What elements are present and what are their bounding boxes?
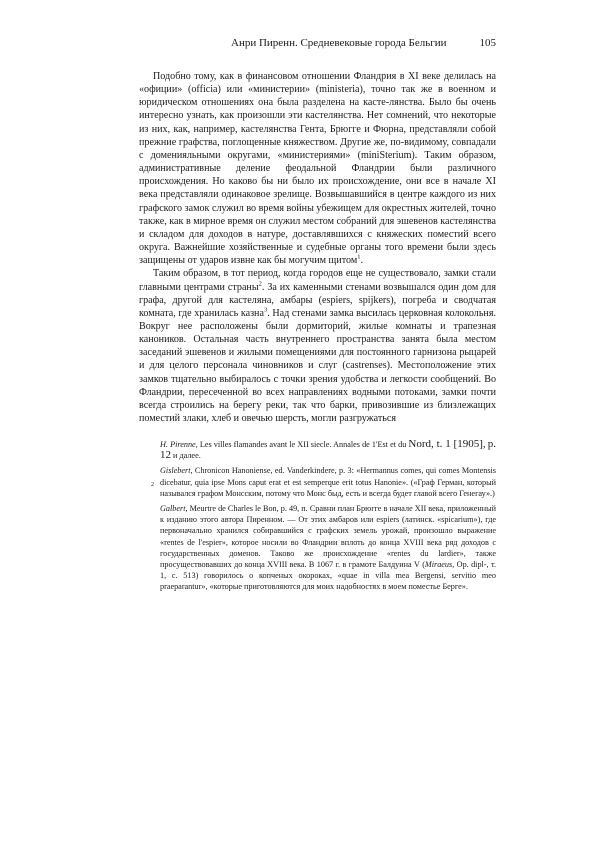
footnote-3-text: , Meurtre de Charles le Bon, p. 49, п. Сравни план Брюгге в начале XII века, приложенный к изданию этого автора Пиренном. — От этих амбаров или espiers (латинск. «spicarium»), где первоначально хранился собиравшийся с графских земель урожай, произошло выражение «rentes de l'espier», которое носили во Фландрии вплоть до конца XVIII века ряд доходов с государственных доменов. Таково же происхождение «rentes du lardier», также просуществовавших до конца XVIII века. В 1067 г. в грамоте Балдуина V ( bbox=[160, 504, 496, 570]
footnote-3 bbox=[151, 503, 496, 593]
footnote-3-author: Galbert bbox=[160, 504, 186, 514]
paragraph-2-text-a: Таким образом, в тот период, когда городов еще не существовало, замки стали главными центрами страны bbox=[139, 268, 496, 293]
footnote-1-volume: Nord, t. 1 [1905], bbox=[408, 438, 486, 450]
paragraph-2-text-c: . Над стенами замка высилась церковная колокольня. Вокруг нее расположены были дормиторий, жилые комнаты и трапезная каноников. Остальная часть внутреннего пространства занята была местом заседаний эшевенов и жилыми помещениями для постоянного гарнизона рыцарей и для целого персонала чиновников и слуг (castrenses). Местоположение этих замков тщательно выбиралось с точки зрения удобства и легкости сообщений. Во Фландрии, пересеченной во всех направлениях водными потоками, замки почти всегда строились на берегу реки, так что барки, привозившие из близлежащих поместий злаки, хлеб и овечью шерсть, могли разгружаться bbox=[139, 307, 496, 425]
footnote-1-tail: и далее. bbox=[171, 451, 201, 461]
footnote-ref-2: 2 bbox=[258, 280, 262, 288]
paragraph-2 bbox=[139, 267, 496, 425]
running-title: Анри Пиренн. Средневековые города Бельгии bbox=[231, 37, 447, 49]
paragraph-2-text-b: . За их каменными стенами возвышался один дом для графа, другой для кастеляна, амбары (espiers, spijkers), погреба и сводчатая комната, где хранилась казна bbox=[139, 281, 496, 319]
footnote-3-text-2: , Op. dipl-, т. 1, с. 513) говорилось о копченых окороках, «quae in villa mea Bergensi, servitio meo praeparantur», «которые приготовляются для моих надобностях в моем поместье Берге». bbox=[160, 560, 496, 592]
footnote-1-page: p. 12 bbox=[160, 438, 496, 462]
paragraph-1-text: Подобно тому, как в финансовом отношении Фландрия в XI веке делилась на «официи» (officia) или «министерии» (ministeria), точно так же в военном и юридическом отношениях она была разделена на касте-лянства. Было бы очень интересно узнать, как произошли эти кастелянства. Нет сомнений, что некоторые из них, как, например, кастелянства Гента, Брюгге и Фюрна, представляли собой прежние графства, поглощенные княжеством. Другие же, по-видимому, совпадали с доменияльными округами, «министериями» (miniSterium). Таким образом, административные деление феодальной Фландрии были различного происхождения. Но каково бы ни было их происхождение, они все в начале XI века представляли одинаковое зрелище. Возвышавшийся в центре каждого из них графского замок служил во время войны убежищем для окрестных жителей, точно также, как в мирное время он служил местом собраний для эшевенов кастелянства и складом для доходов в натуре, доставлявшихся с княжеских поместий всего округа. Важнейшие хозяйственные и судебные органы того времени были здесь защищены от ударов извне как бы могучим щитом bbox=[139, 71, 496, 267]
page-number: 105 bbox=[479, 37, 496, 49]
footnote-1 bbox=[151, 439, 496, 461]
footnote-2-mark: 2 bbox=[151, 482, 154, 489]
footnote-2-text: , Chronicon Hanoniense, ed. Vanderkindere, p. 3: «Hermannus comes, qui comes Montensis dicebatur, quia ipse Mons caput erat et est semperque erit totus Hanonie». («Граф Герман, который назывался графом Монсским, потому что Монс быд, есть и всегда будет главой всего Генегау».) bbox=[160, 466, 496, 498]
paragraph-1 bbox=[139, 70, 496, 267]
main-text bbox=[139, 70, 496, 425]
footnote-2-author: Gislebert bbox=[160, 466, 191, 476]
footnotes bbox=[151, 439, 496, 597]
footnote-ref-3: 3 bbox=[263, 306, 268, 314]
footnote-1-author: H. Pirenne bbox=[160, 440, 196, 449]
footnote-1-text: , Les villes flamandes avant le XII siecle. Annales de 1'Est et du bbox=[195, 440, 409, 449]
footnote-ref-1: 1 bbox=[357, 253, 361, 261]
footnote-2 bbox=[151, 465, 496, 499]
footnote-3-italic: Miraeus bbox=[424, 560, 453, 570]
paragraph-1-end: . bbox=[360, 255, 364, 267]
